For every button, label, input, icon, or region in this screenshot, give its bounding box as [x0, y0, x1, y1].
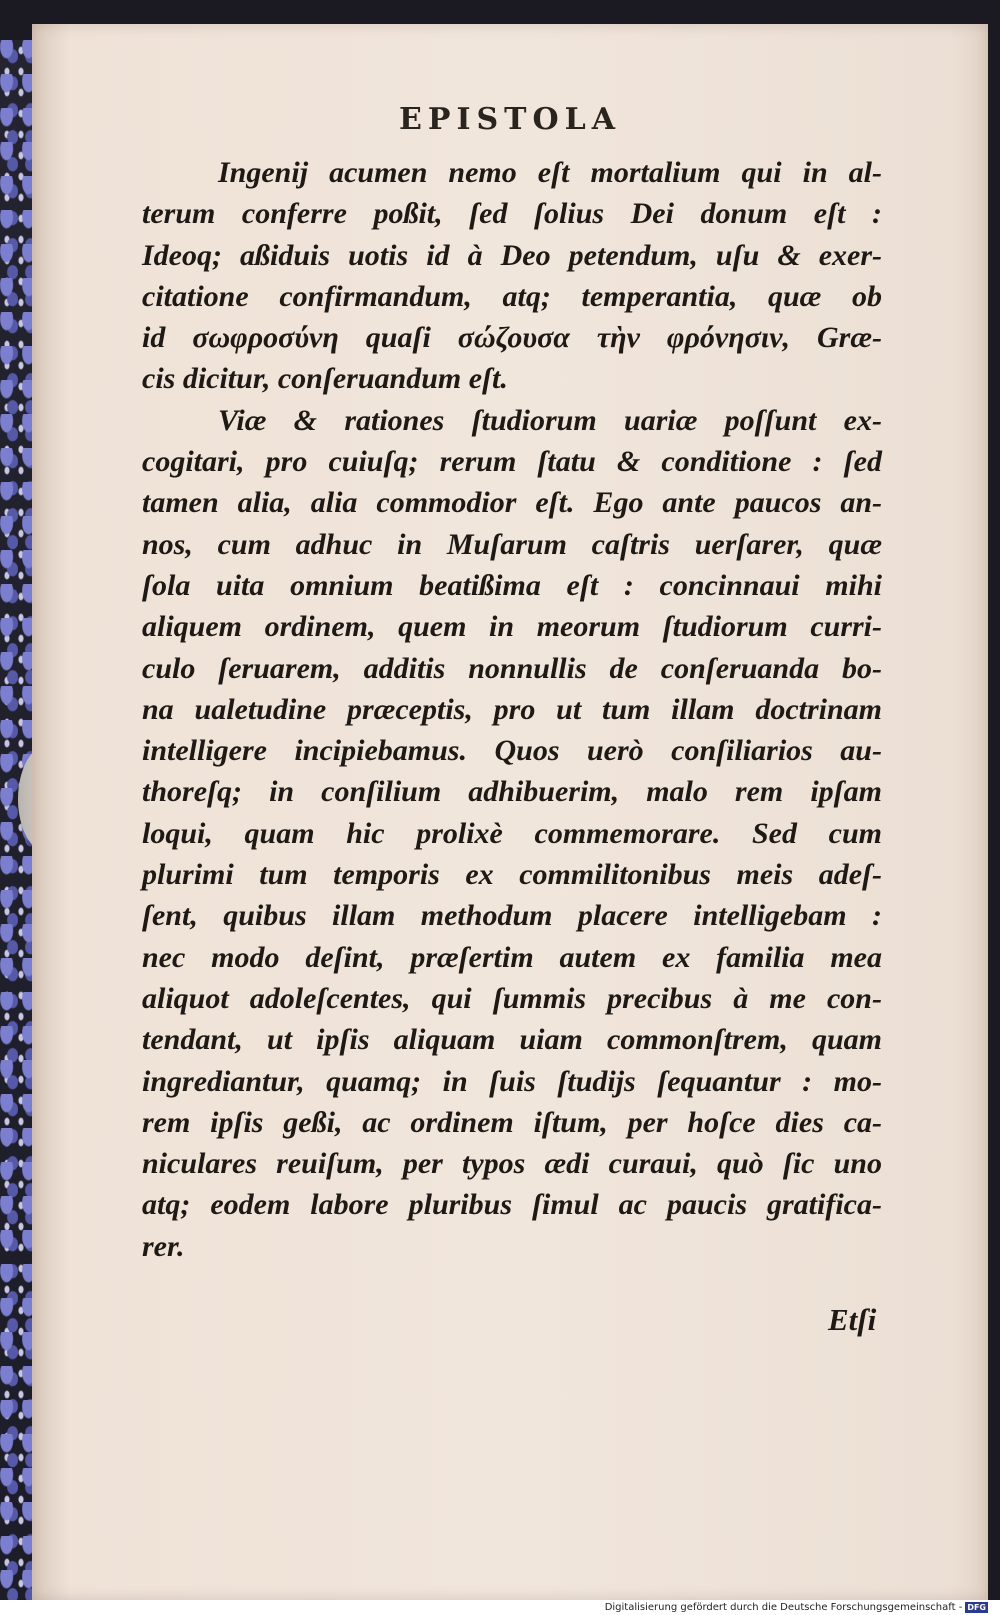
credit-text: Digitalisierung gefördert durch die Deutsche Forschungsgemeinschaft -	[604, 1602, 963, 1613]
text-line: plurimi tum temporis ex commilitonibus meis adeſ-	[142, 858, 882, 892]
text-line: nec modo deſint, præſertim autem ex familia mea	[142, 940, 882, 974]
text-line: cogitari, pro cuiuſq; rerum ſtatu & conditione : ſed	[142, 445, 882, 479]
catchword: Etſi	[828, 1302, 877, 1337]
text-line: cis dicitur, conſeruandum eſt.	[142, 362, 508, 396]
text-line: na ualetudine præceptis, pro ut tum illam doctrinam	[142, 692, 882, 726]
text-line: loqui, quam hic prolixè commemorare. Sed cum	[142, 816, 882, 850]
text-line: rem ipſis geßi, ac ordinem iſtum, per hoſce dies ca-	[142, 1105, 882, 1139]
text-line: citatione confirmandum, atq; temperantia, quæ ob	[142, 279, 882, 313]
text-line: Ingenij acumen nemo eſt mortalium qui in al-	[218, 156, 882, 189]
book-page	[32, 24, 988, 1600]
text-line: Ideoq; aßiduis uotis id à Deo petendum, uſu & exer-	[142, 238, 882, 272]
text-line: rer.	[142, 1229, 185, 1263]
text-line: ingrediantur, quamq; in ſuis ſtudijs ſequantur : mo-	[142, 1064, 882, 1098]
text-line: terum conferre poßit, ſed ſolius Dei donum eſt :	[142, 197, 882, 231]
digitization-credit	[605, 1600, 988, 1615]
text-line: culo ſeruarem, additis nonnullis de conſeruanda bo-	[142, 651, 882, 685]
text-line: atq; eodem labore pluribus ſimul ac paucis gratifica-	[142, 1188, 882, 1222]
text-line: intelligere incipiebamus. Quos uerò conſiliarios au-	[142, 734, 882, 768]
text-line: id σωφροσύνη quaſi σώζουσα τὴν φρόνησιν, Græ-	[142, 321, 882, 355]
body-text	[142, 152, 882, 1267]
text-line: ſola uita omnium beatißima eſt : concinnaui mihi	[142, 568, 882, 602]
text-line: ſent, quibus illam methodum placere intelligebam :	[142, 899, 882, 933]
text-line: aliquot adoleſcentes, qui ſummis precibus à me con-	[142, 981, 882, 1015]
text-line: nos, cum adhuc in Muſarum caſtris uerſarer, quæ	[142, 527, 882, 561]
page-heading: EPISTOLA	[399, 102, 621, 137]
text-line: Viæ & rationes ſtudiorum uariæ poſſunt ex-	[218, 403, 882, 437]
dfg-logo: DFG	[967, 1603, 986, 1612]
text-line: aliquem ordinem, quem in meorum ſtudiorum curri-	[142, 610, 882, 644]
text-line: tendant, ut ipſis aliquam uiam commonſtrem, quam	[142, 1023, 882, 1057]
text-line: tamen alia, alia commodior eſt. Ego ante paucos an-	[142, 486, 882, 520]
text-line: thoreſq; in conſilium adhibuerim, malo rem ipſam	[142, 775, 882, 809]
text-line: niculares reuiſum, per typos ædi curaui, quò ſic uno	[142, 1147, 882, 1181]
